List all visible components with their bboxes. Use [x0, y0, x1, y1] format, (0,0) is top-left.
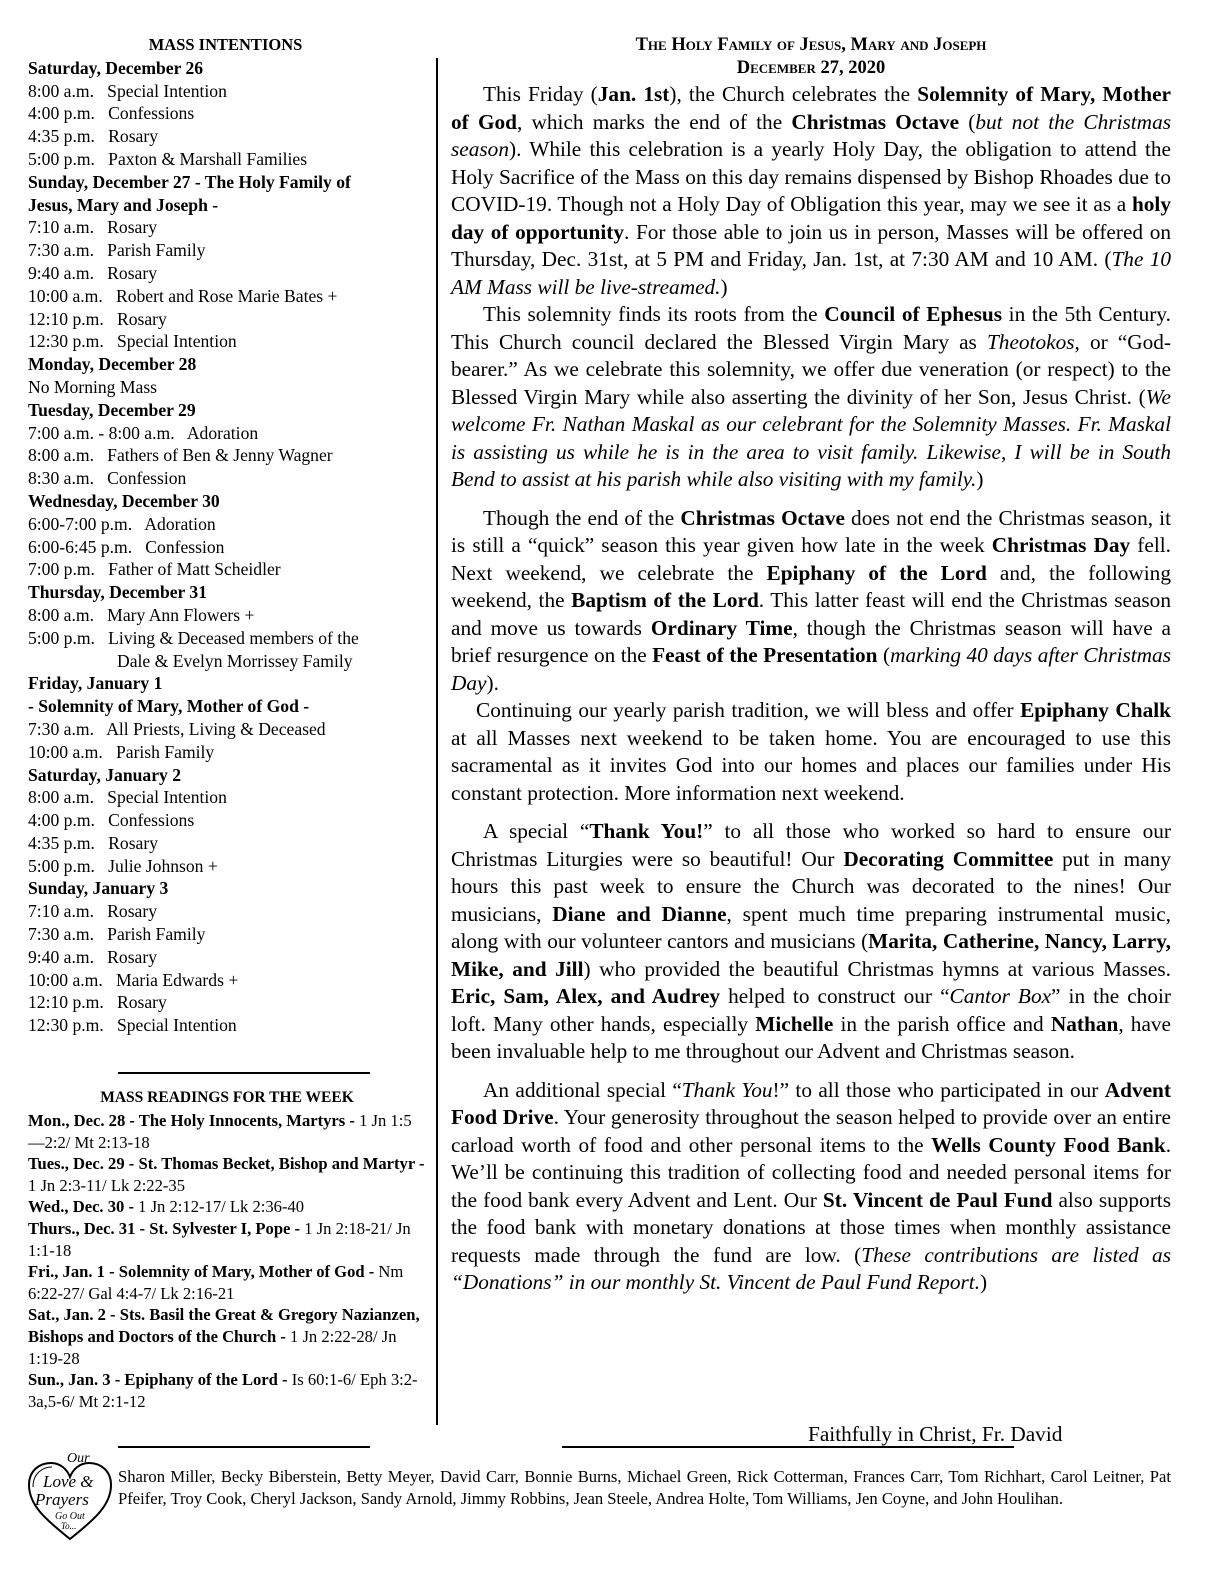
text-run: Theotokos — [986, 329, 1075, 354]
love-prayers-logo — [25, 1447, 115, 1547]
article-paragraph — [451, 301, 1171, 494]
intention-row — [28, 923, 423, 946]
intention-time: 7:00 a.m. - 8:00 a.m. — [28, 422, 175, 443]
text-run: ) — [976, 467, 984, 491]
reading-entry — [28, 1110, 426, 1153]
text-run: !” to all those who participated in our — [772, 1077, 1105, 1102]
logo-word: Our — [67, 1451, 90, 1466]
intention-row — [28, 308, 423, 331]
intention-text: Father of Matt Scheidler — [108, 559, 281, 580]
text-run: Diane and Dianne — [552, 901, 727, 926]
intention-row — [28, 216, 423, 239]
intention-row — [28, 148, 423, 171]
intention-row — [28, 239, 423, 262]
reading-day: Thurs., Dec. 31 - St. Sylvester I, Pope - — [28, 1218, 301, 1238]
logo-word: Go Out — [55, 1511, 85, 1522]
intention-text: Rosary — [116, 308, 167, 329]
article-date: December 27, 2020 — [736, 58, 886, 78]
text-run: . This latter feast will end the Christmas season and move us towards — [451, 588, 1171, 640]
text-run: Christmas Day — [991, 533, 1131, 557]
day-heading: Wednesday, December 30 — [28, 490, 220, 511]
intention-time: 4:00 p.m. — [28, 810, 95, 831]
intention-time: 8:00 a.m. — [28, 787, 94, 808]
intention-row — [28, 786, 423, 809]
reading-day: Tues., Dec. 29 - St. Thomas Becket, Bishop and Martyr - — [28, 1154, 425, 1174]
text-run: ) — [980, 1270, 988, 1294]
intention-time: 10:00 a.m. — [28, 741, 103, 762]
intention-row — [28, 125, 423, 148]
text-run: Continuing our yearly parish tradition, we will bless and offer — [476, 698, 1021, 722]
intention-time: 8:00 a.m. — [28, 80, 94, 101]
intention-time: 7:10 a.m. — [28, 901, 94, 922]
text-run: , spent much time preparing instrumental music, along with our volunteer cantors and musicians ( — [451, 901, 1171, 953]
intention-text: Special Intention — [107, 80, 227, 101]
intentions-list — [28, 57, 423, 1037]
text-run: put in many hours this past week to ensure the Church was decorated to the nines! Our musicians, — [451, 846, 1171, 926]
intention-text: Rosary — [107, 901, 158, 922]
day-heading: Thursday, December 31 — [28, 582, 208, 603]
text-run: Epiphany Chalk — [1020, 698, 1171, 722]
reading-entry — [28, 1218, 426, 1261]
text-run: Nathan — [1050, 1011, 1119, 1036]
heart-icon — [25, 1447, 115, 1547]
text-run: Jan. 1st — [597, 82, 670, 106]
mass-intentions — [28, 34, 423, 1037]
intention-time: 12:10 p.m. — [28, 992, 104, 1013]
text-run: holy day of opportunity — [451, 192, 1171, 244]
reading-entry — [28, 1261, 426, 1304]
intention-row — [28, 991, 423, 1014]
intention-text: Parish Family — [107, 240, 206, 261]
intention-text: Mary Ann Flowers + — [107, 604, 255, 625]
reading-citation: 1 Jn 2:18-21/ Jn 1:1-18 — [28, 1218, 411, 1260]
intention-time: 8:30 a.m. — [28, 468, 94, 489]
intention-text: Dale & Evelyn Morrissey Family — [117, 650, 353, 671]
intention-row — [28, 536, 423, 559]
intention-row — [28, 330, 423, 353]
intention-text: Special Intention — [116, 331, 237, 352]
intention-row — [28, 80, 423, 103]
intention-row — [28, 1014, 423, 1037]
text-run: Baptism of the Lord — [571, 588, 759, 612]
text-run: also supports the food bank with monetary donations at those times when monthly assistance requests made through the fund are low. ( — [451, 1187, 1172, 1267]
text-run: , or “God-bearer.” As we celebrate this solemnity, we offer due veneration (or respect) to the Blessed Virgin Mary while also asserting the divinity of her Son, Jesus Christ. ( — [451, 329, 1172, 409]
day-heading: Jesus, Mary and Joseph - — [28, 194, 219, 215]
text-run: but not the Christmas season — [451, 109, 1172, 161]
intention-row — [28, 467, 423, 490]
intention-time: 12:10 p.m. — [28, 308, 104, 329]
text-run: , have been invaluable help to me throughout our Advent and Christmas season. — [451, 1011, 1172, 1063]
text-run: Council of Ephesus — [824, 302, 1003, 326]
text-run: Feast of the Presentation — [652, 643, 878, 667]
intention-text: Confessions — [108, 103, 195, 124]
text-run: Wells County Food Bank — [931, 1132, 1166, 1157]
text-run: Thank You! — [589, 819, 704, 843]
intention-time: 4:00 p.m. — [28, 103, 95, 124]
intention-row — [28, 969, 423, 992]
reading-citation: Nm 6:22-27/ Gal 4:4-7/ Lk 2:16-21 — [28, 1262, 404, 1303]
day-heading: Sunday, December 27 - The Holy Family of — [28, 171, 351, 192]
reading-entry — [28, 1196, 426, 1218]
reading-entry — [28, 1369, 426, 1412]
day-heading: Saturday, December 26 — [28, 57, 204, 78]
reading-day: Mon., Dec. 28 - The Holy Innocents, Martyrs - — [28, 1111, 355, 1130]
intention-row — [28, 444, 423, 467]
intention-row — [28, 262, 423, 285]
intention-text: Living & Deceased members of the — [108, 627, 359, 648]
text-run: Christmas Octave — [680, 505, 845, 530]
reading-citation: 1 Jn 1:5—2:2/ Mt 2:13-18 — [28, 1111, 412, 1152]
divider-rule — [118, 1446, 370, 1448]
reading-entry — [28, 1153, 426, 1196]
intention-text: Adoration — [144, 513, 216, 534]
intention-row — [28, 855, 423, 878]
text-run: Decorating Committee — [843, 846, 1054, 871]
readings-list — [28, 1110, 426, 1412]
intention-time: 6:00-6:45 p.m. — [28, 536, 133, 557]
text-run: does not end the Christmas season, it is still a “quick” season this year given how late in the week — [451, 505, 1171, 557]
text-run: ) who provided the beautiful Christmas hymns at various Masses. — [583, 956, 1171, 981]
intention-time: 12:30 p.m. — [28, 1015, 104, 1036]
intention-text: Fathers of Ben & Jenny Wagner — [107, 445, 333, 466]
intention-row — [28, 946, 423, 969]
intention-text: Maria Edwards + — [115, 969, 239, 990]
text-run: marking 40 days after Christmas Day — [451, 643, 1171, 695]
text-run: An additional special “ — [483, 1077, 682, 1102]
intention-text: Rosary — [107, 262, 158, 283]
intention-row — [28, 513, 423, 536]
text-run: The 10 AM Mass will be live-streamed. — [451, 247, 1171, 299]
day-heading: Friday, January 1 — [28, 673, 163, 694]
text-run: St. Vincent de Paul Fund — [822, 1187, 1053, 1212]
text-run: ). While this celebration is a yearly Holy Day, the obligation to attend the Holy Sacrifice of the Mass on this day remains dispensed by Bishop Rhoades due to COVID-19. Though not a Holy Day of Obligation this year, may we see it as a — [451, 137, 1171, 216]
column-divider — [436, 58, 438, 1425]
intention-row — [28, 809, 423, 832]
article-title: The Holy Family of Jesus, Mary and Joseph — [635, 35, 987, 55]
reading-citation: 1 Jn 2:22-28/ Jn 1:19-28 — [28, 1326, 397, 1368]
intention-text: All Priests, Living & Deceased — [106, 718, 326, 739]
intention-text: Parish Family — [107, 924, 206, 945]
day-heading: Tuesday, December 29 — [28, 399, 196, 420]
intention-text: Robert and Rose Marie Bates + — [115, 285, 338, 306]
text-run: . We’ll be continuing this tradition of collecting food and needed personal items for the food bank every Advent and Lent. Our — [451, 1132, 1172, 1212]
intention-row — [28, 285, 423, 308]
reading-day: Fri., Jan. 1 - Solemnity of Mary, Mother of God - — [28, 1262, 375, 1282]
intention-text: Adoration — [186, 422, 259, 443]
intention-text: Confessions — [108, 810, 195, 831]
intention-time: 7:10 a.m. — [28, 217, 94, 238]
article-paragraph — [451, 818, 1171, 1066]
intention-time: 7:30 a.m. — [28, 924, 94, 945]
text-run: in the parish office and — [833, 1011, 1051, 1036]
prayer-list: Sharon Miller, Becky Biberstein, Betty Meyer, David Carr, Bonnie Burns, Michael Green, Rick Cotterman, Frances Carr, Tom Richhart, Carol Leitner, Pat Pfeifer, Troy Cook, Cheryl Jackson, Sandy Arnold, Jimmy Robbins, Jean Steele, Andrea Holte, Tom Williams, Jen Coyne, and John Houlihan. — [118, 1467, 1171, 1509]
intention-text: Confession — [145, 536, 225, 557]
intention-time: 4:35 p.m. — [28, 126, 95, 147]
text-run: This Friday ( — [483, 82, 598, 106]
intention-row — [28, 604, 423, 627]
text-run: We welcome Fr. Nathan Maskal as our celebrant for the Solemnity Masses. Fr. Maskal is assisting us while he is in the area to visit family. Likewise, I will be in South Bend to assist at his parish while also visiting with my family. — [451, 384, 1171, 491]
day-heading: Sunday, January 3 — [28, 878, 169, 899]
intention-row — [28, 627, 423, 650]
intention-text: Rosary — [107, 946, 158, 967]
text-run: at all Masses next weekend to be taken home. You are encouraged to use this sacramental as it invites God into our homes and places our families under His constant protection. More information next weekend. — [451, 725, 1171, 805]
readings-heading: MASS READINGS FOR THE WEEK — [100, 1089, 354, 1106]
intention-text: Rosary — [108, 126, 159, 147]
intention-time: 5:00 p.m. — [28, 855, 95, 876]
text-run: Cantor Box — [949, 984, 1052, 1008]
logo-word: Prayers — [35, 1490, 89, 1509]
reading-day: Wed., Dec. 30 - — [28, 1197, 134, 1217]
intention-row — [28, 376, 423, 399]
intention-text: Special Intention — [116, 1015, 237, 1036]
text-run: . For those able to join us in person, Masses will be offered on Thursday, Dec. 31st, at 5 PM and Friday, Jan. 1st, at 7:30 AM and 10 AM. ( — [451, 219, 1171, 271]
text-run: fell. Next weekend, we celebrate the — [451, 533, 1172, 585]
intention-time: 8:00 a.m. — [28, 445, 94, 466]
article-paragraph — [451, 81, 1171, 301]
reading-day: Sat., Jan. 2 - Sts. Basil the Great & Gregory Nazianzen, Bishops and Doctors of the Church - — [28, 1305, 420, 1346]
intention-row — [28, 832, 423, 855]
text-run: Ordinary Time — [650, 615, 793, 640]
intention-row — [28, 741, 423, 764]
intention-text: Rosary — [107, 217, 158, 238]
text-run: ). — [486, 670, 499, 695]
reading-entry — [28, 1304, 426, 1369]
article-paragraph — [451, 1077, 1171, 1297]
text-run: Marita, Catherine, Nancy, Larry, Mike, and Jill — [451, 929, 1171, 981]
reading-day: Sun., Jan. 3 - Epiphany of the Lord - — [28, 1370, 288, 1390]
text-run: Solemnity of Mary, Mother of God — [451, 82, 1171, 134]
intention-text: Paxton & Marshall Families — [108, 148, 308, 169]
text-run: This solemnity finds its roots from the — [483, 302, 825, 326]
text-run: . Your generosity throughout the season helped to provide over an entire carload worth of food and other personal items to the — [451, 1105, 1171, 1157]
day-heading: Saturday, January 2 — [28, 764, 181, 785]
intention-time: 7:00 p.m. — [28, 559, 95, 580]
intention-text: Rosary — [116, 992, 167, 1013]
text-run: , though the Christmas season will have a brief resurgence on the — [451, 615, 1171, 667]
text-run: ” to all those who worked so hard to ensure our Christmas Liturgies were so beautiful! Our — [451, 819, 1171, 871]
text-run: Epiphany of the Lord — [766, 560, 987, 585]
text-run: Eric, Sam, Alex, and Audrey — [451, 984, 721, 1008]
reading-citation: 1 Jn 2:12-17/ Lk 2:36-40 — [134, 1197, 305, 1217]
intention-time: 7:30 a.m. — [28, 240, 94, 261]
intention-text: Rosary — [108, 832, 159, 853]
text-run: and, the following weekend, the — [451, 560, 1171, 612]
text-run: ) — [720, 274, 728, 299]
text-run: ( — [877, 643, 891, 667]
intention-time: 4:35 p.m. — [28, 832, 95, 853]
text-run: Though the end of the — [483, 505, 681, 530]
text-run: ” in the choir loft. Many other hands, especially — [451, 984, 1171, 1036]
mass-readings — [28, 1088, 426, 1412]
intention-time: No Morning Mass — [28, 376, 158, 397]
intention-row — [28, 558, 423, 581]
intention-row — [28, 900, 423, 923]
intention-row — [28, 102, 423, 125]
intention-text: Parish Family — [115, 741, 215, 762]
day-heading: - Solemnity of Mary, Mother of God - — [28, 696, 310, 717]
intention-time: 8:00 a.m. — [28, 604, 94, 625]
article-paragraph — [451, 697, 1171, 807]
text-run: ), the Church celebrates the — [669, 82, 918, 106]
intention-time: 6:00-7:00 p.m. — [28, 513, 133, 534]
reading-citation: 1 Jn 2:3-11/ Lk 2:22-35 — [28, 1175, 186, 1195]
divider-rule — [118, 1072, 370, 1074]
intention-text: Special Intention — [107, 787, 227, 808]
text-run: Michelle — [755, 1011, 834, 1036]
intention-time: 7:30 a.m. — [28, 718, 94, 739]
text-run: These contributions are listed as “Donations” in our monthly St. Vincent de Paul Fund Report. — [451, 1242, 1171, 1294]
intention-row — [28, 422, 423, 445]
text-run: helped to construct our “ — [720, 984, 950, 1008]
text-run: in the 5th Century. This Church council declared the Blessed Virgin Mary as — [451, 302, 1171, 354]
text-run: , which marks the end of the — [517, 109, 792, 134]
intention-time: 12:30 p.m. — [28, 331, 104, 352]
intention-time: 9:40 a.m. — [28, 946, 94, 967]
logo-word: To... — [61, 1521, 77, 1531]
text-run: Advent Food Drive — [451, 1077, 1171, 1129]
text-run: A special “ — [483, 819, 590, 843]
text-run: Thank You — [681, 1077, 773, 1102]
article-body — [451, 81, 1171, 1297]
mass-intentions-heading: MASS INTENTIONS — [148, 35, 303, 54]
reading-citation: Is 60:1-6/ Eph 3:2-3a,5-6/ Mt 2:1-12 — [28, 1370, 418, 1411]
intention-time: 9:40 a.m. — [28, 262, 94, 283]
intention-time: 10:00 a.m. — [28, 969, 103, 990]
intention-time: 5:00 p.m. — [28, 627, 95, 648]
signature: Faithfully in Christ, Fr. David — [808, 1422, 1063, 1446]
article — [451, 34, 1171, 1297]
intention-row — [28, 718, 423, 741]
text-run: ( — [959, 109, 976, 134]
intention-time: 10:00 a.m. — [28, 285, 103, 306]
intention-time: 5:00 p.m. — [28, 148, 95, 169]
intention-text: Confession — [107, 468, 187, 489]
logo-word: Love & — [43, 1472, 94, 1491]
article-paragraph — [451, 505, 1171, 698]
day-heading: Monday, December 28 — [28, 354, 197, 375]
intention-text: Julie Johnson + — [108, 855, 218, 876]
text-run: Christmas Octave — [791, 109, 960, 134]
